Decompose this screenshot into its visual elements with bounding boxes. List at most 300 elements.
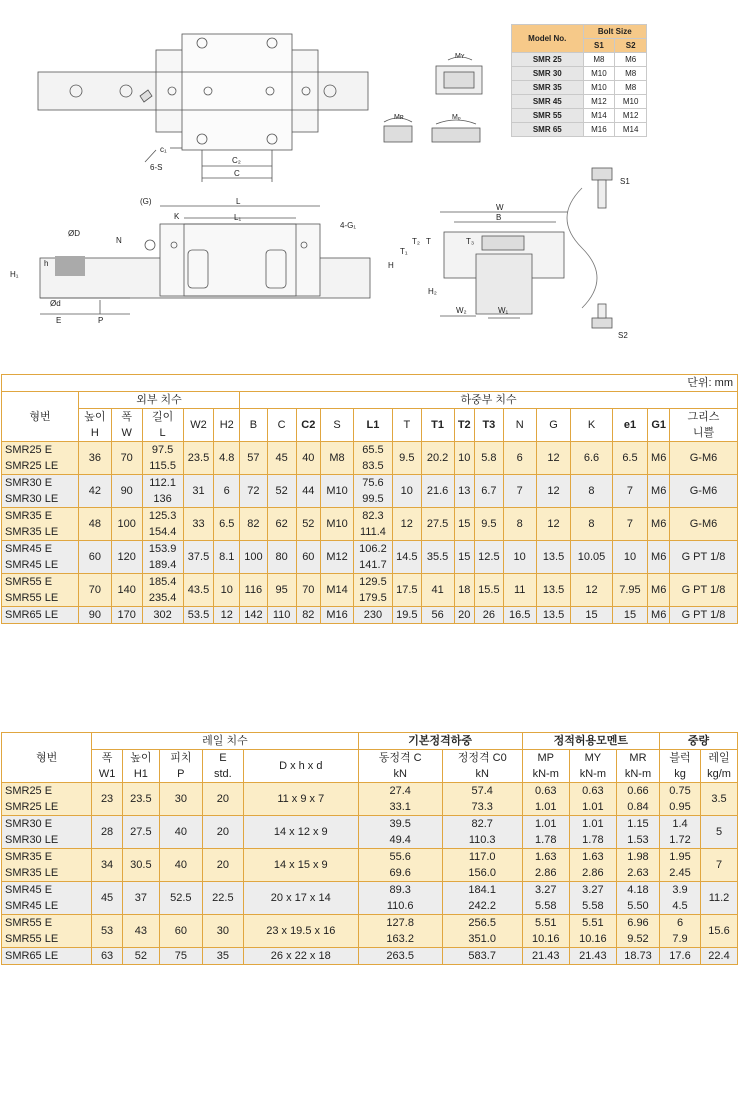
value-cell: [358, 882, 442, 915]
value-cell: 14.5: [392, 541, 421, 574]
value-cell: 3.5: [701, 783, 738, 816]
value-cell: 62: [267, 508, 296, 541]
value-cell: [522, 783, 569, 816]
value-cell: 28: [92, 816, 123, 849]
column-header: W2: [183, 409, 214, 442]
label-s1: S1: [620, 177, 630, 186]
cell-line: 레일: [708, 752, 730, 764]
cell-line: SMR55 E: [5, 576, 53, 588]
table-row: [2, 948, 738, 965]
value-cell: 7: [612, 508, 648, 541]
value-cell: 43.5: [183, 574, 214, 607]
cell-line: SMR35 E: [5, 510, 53, 522]
value-cell: 30: [202, 915, 243, 948]
value-cell: 27.5: [122, 816, 159, 849]
column-header: [78, 409, 111, 442]
value-cell: 9.5: [475, 508, 504, 541]
cell-line: 9.52: [627, 933, 649, 945]
group-load: 기본정격하중: [358, 733, 522, 750]
value-cell: [660, 816, 701, 849]
value-cell: 20: [202, 783, 243, 816]
column-header: [111, 409, 142, 442]
value-cell: 37.5: [183, 541, 214, 574]
bolt-model: SMR 30: [512, 67, 584, 81]
value-cell: 72: [240, 475, 268, 508]
cell-line: 99.5: [362, 493, 384, 505]
value-cell: G-M6: [669, 442, 737, 475]
value-cell: 10: [214, 574, 240, 607]
label-w: W: [496, 203, 504, 212]
block-dimension-table: [1, 374, 738, 624]
column-header: G1: [648, 409, 670, 442]
cell-line: 73.3: [471, 801, 493, 813]
value-cell: 34: [92, 849, 123, 882]
value-cell: M6: [648, 475, 670, 508]
value-cell: 116: [240, 574, 268, 607]
cell-line: 256.5: [468, 917, 496, 929]
value-cell: 583.7: [442, 948, 522, 965]
value-cell: 17.5: [392, 574, 421, 607]
cell-line: 0.63: [582, 785, 604, 797]
column-header-row: [2, 750, 738, 783]
cell-line: 5.51: [535, 917, 557, 929]
group-rail: 레일 치수: [92, 733, 358, 750]
cell-line: SMR30 E: [5, 477, 53, 489]
cell-line: 6: [676, 917, 684, 929]
cell-line: 10.16: [579, 933, 607, 945]
model-header: 형번: [2, 392, 79, 442]
value-cell: 18: [454, 574, 475, 607]
cell-line: H: [90, 427, 99, 439]
cell-line: SMR35 LE: [5, 867, 59, 879]
cell-line: SMR45 LE: [5, 900, 59, 912]
value-cell: 12: [536, 508, 571, 541]
value-cell: 52: [296, 508, 321, 541]
cell-line: 0.75: [669, 785, 691, 797]
value-cell: 13.5: [536, 541, 571, 574]
table-row: [2, 607, 738, 624]
label-c2: C₂: [232, 156, 241, 165]
table-row: [2, 475, 738, 508]
table-row: [2, 849, 738, 882]
value-cell: 44: [296, 475, 321, 508]
value-cell: 7: [701, 849, 738, 882]
cell-line: 1.01: [582, 818, 604, 830]
value-cell: 13: [454, 475, 475, 508]
cell-line: 5.51: [582, 917, 604, 929]
value-cell: 53: [92, 915, 123, 948]
cell-line: SMR25 LE: [5, 801, 59, 813]
value-cell: 20: [454, 607, 475, 624]
value-cell: [353, 541, 392, 574]
table-row: [2, 783, 738, 816]
model-header: 형번: [2, 733, 92, 783]
value-cell: 7: [612, 475, 648, 508]
value-cell: 53.5: [183, 607, 214, 624]
cell-line: 3.9: [672, 884, 688, 896]
column-header: H2: [214, 409, 240, 442]
cell-line: 112.1: [149, 477, 176, 489]
value-cell: 17.6: [660, 948, 701, 965]
cell-line: 5.58: [582, 900, 604, 912]
label-h1: H₁: [10, 270, 19, 279]
value-cell: 82: [296, 607, 321, 624]
value-cell: [569, 915, 616, 948]
value-cell: 12: [571, 574, 612, 607]
table-row: [2, 816, 738, 849]
value-cell: 60: [159, 915, 202, 948]
bolt-row: [512, 109, 647, 123]
cell-line: SMR35 E: [5, 851, 53, 863]
value-cell: 95: [267, 574, 296, 607]
column-header: T1: [421, 409, 454, 442]
value-cell: 8: [571, 475, 612, 508]
cell-line: MR: [629, 752, 647, 764]
column-header: T3: [475, 409, 504, 442]
label-s2: S2: [618, 331, 628, 340]
value-cell: 82: [240, 508, 268, 541]
value-cell: 80: [267, 541, 296, 574]
value-cell: 15.5: [475, 574, 504, 607]
value-cell: [616, 783, 659, 816]
cell-line: 235.4: [148, 592, 177, 604]
cell-line: 55.6: [389, 851, 411, 863]
model-cell: [2, 508, 79, 541]
cell-line: 141.7: [359, 559, 387, 571]
value-cell: M6: [648, 508, 670, 541]
group-row: [2, 733, 738, 750]
value-cell: [442, 783, 522, 816]
value-cell: [142, 541, 183, 574]
value-cell: [142, 574, 183, 607]
cell-line: 5.58: [535, 900, 557, 912]
value-cell: 16.5: [503, 607, 536, 624]
value-cell: [569, 783, 616, 816]
value-cell: 23.5: [183, 442, 214, 475]
column-header-row: [2, 409, 738, 442]
model-cell: [2, 442, 79, 475]
value-cell: [358, 783, 442, 816]
cell-line: 6.96: [627, 917, 649, 929]
cell-line: SMR25 E: [5, 785, 53, 797]
cell-line: 1.78: [582, 834, 604, 846]
cell-line: 242.2: [468, 900, 496, 912]
value-cell: 70: [78, 574, 111, 607]
column-header: [569, 750, 616, 783]
cell-line: 115.5: [149, 460, 176, 472]
cell-line: 69.6: [389, 867, 411, 879]
value-cell: 43: [122, 915, 159, 948]
value-cell: 75: [159, 948, 202, 965]
cell-line: 3.27: [535, 884, 557, 896]
cell-line: 5.50: [627, 900, 649, 912]
value-cell: 8: [571, 508, 612, 541]
value-cell: 56: [421, 607, 454, 624]
column-header: [669, 409, 737, 442]
value-cell: 302: [142, 607, 183, 624]
value-cell: 70: [296, 574, 321, 607]
bolt-s2: M8: [615, 81, 647, 95]
value-cell: 26 x 22 x 18: [243, 948, 358, 965]
table-row: [2, 541, 738, 574]
cell-line: 정정격 C0: [457, 752, 507, 764]
value-cell: M6: [648, 574, 670, 607]
cell-line: 110.3: [468, 834, 496, 846]
value-cell: [353, 508, 392, 541]
label-t2: T₂: [412, 237, 420, 246]
value-cell: [358, 915, 442, 948]
value-cell: 23: [92, 783, 123, 816]
value-cell: [142, 475, 183, 508]
bolt-header-s2: S2: [615, 39, 647, 53]
value-cell: 30: [159, 783, 202, 816]
model-cell: [2, 816, 92, 849]
cell-line: SMR45 E: [5, 884, 53, 896]
value-cell: 20: [202, 816, 243, 849]
value-cell: 10: [392, 475, 421, 508]
cell-line: 3.27: [582, 884, 604, 896]
value-cell: 30.5: [122, 849, 159, 882]
model-cell: [2, 915, 92, 948]
label-mr: Mʀ: [394, 114, 404, 121]
value-cell: 22.4: [701, 948, 738, 965]
value-cell: [660, 849, 701, 882]
value-cell: 48: [78, 508, 111, 541]
cell-line: 49.4: [389, 834, 411, 846]
column-header: [202, 750, 243, 783]
value-cell: [442, 915, 522, 948]
cell-line: 83.5: [362, 460, 384, 472]
value-cell: 45: [92, 882, 123, 915]
value-cell: M10: [321, 475, 354, 508]
group-outer: 외부 치수: [78, 392, 239, 409]
bolt-s2: M12: [615, 109, 647, 123]
value-cell: [522, 816, 569, 849]
bolt-size-table: [511, 24, 647, 137]
bolt-header-s1: S1: [583, 39, 615, 53]
value-cell: 90: [78, 607, 111, 624]
value-cell: 42: [78, 475, 111, 508]
bolt-model: SMR 25: [512, 53, 584, 67]
label-6s: 6-S: [150, 163, 163, 172]
cell-line: 1.15: [627, 818, 649, 830]
cell-line: 0.63: [535, 785, 557, 797]
column-header: [701, 750, 738, 783]
cell-line: MP: [537, 752, 554, 764]
group-weight: 중량: [660, 733, 738, 750]
cell-line: kN-m: [579, 768, 607, 780]
cell-line: 185.4: [148, 576, 177, 588]
value-cell: [522, 882, 569, 915]
label-t3: T₃: [466, 237, 475, 246]
column-header: C2: [296, 409, 321, 442]
cell-line: 125.3: [148, 510, 177, 522]
cell-line: SMR45 E: [5, 543, 53, 555]
value-cell: [142, 508, 183, 541]
cell-line: 184.1: [468, 884, 496, 896]
value-cell: 263.5: [358, 948, 442, 965]
cell-line: 117.0: [468, 851, 496, 863]
table-row: [2, 442, 738, 475]
value-cell: 52.5: [159, 882, 202, 915]
table-row: [2, 508, 738, 541]
value-cell: 12: [536, 475, 571, 508]
value-cell: 13.5: [536, 574, 571, 607]
model-cell: SMR65 LE: [2, 607, 79, 624]
cell-line: 길이: [151, 411, 174, 423]
cell-line: 1.72: [669, 834, 691, 846]
cell-line: 189.4: [148, 559, 177, 571]
value-cell: 52: [267, 475, 296, 508]
group-row: [2, 392, 738, 409]
cell-line: 니쁠: [692, 427, 715, 439]
label-mp: Mₚ: [452, 114, 461, 121]
cell-line: 1.95: [669, 851, 691, 863]
value-cell: [353, 442, 392, 475]
cell-line: 2.63: [627, 867, 649, 879]
cell-line: SMR45 LE: [5, 559, 59, 571]
value-cell: M16: [321, 607, 354, 624]
column-header: D x h x d: [243, 750, 358, 783]
value-cell: 60: [296, 541, 321, 574]
value-cell: 22.5: [202, 882, 243, 915]
cell-line: SMR25 E: [5, 444, 53, 456]
label-l1: L₁: [234, 213, 242, 222]
cell-line: SMR30 E: [5, 818, 53, 830]
value-cell: G PT 1/8: [669, 574, 737, 607]
cell-line: 0.66: [627, 785, 649, 797]
label-my: Mʏ: [455, 53, 465, 60]
cell-line: H1: [133, 768, 148, 780]
value-cell: 52: [122, 948, 159, 965]
value-cell: 100: [111, 508, 142, 541]
value-cell: 8: [503, 508, 536, 541]
label-e: E: [56, 316, 62, 325]
cell-line: SMR30 LE: [5, 834, 59, 846]
cell-line: 106.2: [359, 543, 387, 555]
value-cell: 15: [571, 607, 612, 624]
cell-line: 57.4: [471, 785, 493, 797]
cell-line: kN: [393, 768, 407, 780]
value-cell: [616, 849, 659, 882]
label-n: N: [116, 236, 122, 245]
cell-line: 82.7: [471, 818, 493, 830]
cell-line: 피치: [170, 752, 192, 764]
value-cell: 100: [240, 541, 268, 574]
value-cell: [353, 574, 392, 607]
value-cell: 90: [111, 475, 142, 508]
value-cell: 11 x 9 x 7: [243, 783, 358, 816]
bolt-header-model: Model No.: [512, 25, 584, 53]
model-cell: [2, 541, 79, 574]
bolt-row: [512, 123, 647, 137]
value-cell: 13.5: [536, 607, 571, 624]
value-cell: 27.5: [421, 508, 454, 541]
cell-line: 1.01: [535, 801, 557, 813]
model-cell: [2, 574, 79, 607]
cell-line: SMR55 LE: [5, 592, 59, 604]
value-cell: M6: [648, 442, 670, 475]
cell-line: kN-m: [532, 768, 559, 780]
bolt-row: [512, 53, 647, 67]
cell-line: 82.3: [362, 510, 384, 522]
value-cell: [569, 816, 616, 849]
value-cell: M12: [321, 541, 354, 574]
bolt-row: [512, 95, 647, 109]
column-header: G: [536, 409, 571, 442]
bolt-s1: M16: [583, 123, 615, 137]
column-header: B: [240, 409, 268, 442]
value-cell: 40: [159, 849, 202, 882]
cell-line: W1: [98, 768, 116, 780]
column-header: [616, 750, 659, 783]
cell-line: 97.5: [151, 444, 174, 456]
value-cell: 23 x 19.5 x 16: [243, 915, 358, 948]
value-cell: 57: [240, 442, 268, 475]
label-od: ØD: [68, 229, 80, 238]
value-cell: 10.05: [571, 541, 612, 574]
column-header: [522, 750, 569, 783]
bolt-s2: M10: [615, 95, 647, 109]
cell-line: SMR55 LE: [5, 933, 59, 945]
cell-line: kg/m: [707, 768, 731, 780]
value-cell: 20.2: [421, 442, 454, 475]
unit-row: [2, 375, 738, 392]
cell-line: 2.45: [669, 867, 691, 879]
bolt-row: [512, 81, 647, 95]
value-cell: 6: [503, 442, 536, 475]
value-cell: 142: [240, 607, 268, 624]
cell-line: 1.63: [535, 851, 557, 863]
table-row: [2, 574, 738, 607]
label-l: L: [236, 197, 241, 206]
column-header: [358, 750, 442, 783]
cell-line: 0.95: [669, 801, 691, 813]
value-cell: M14: [321, 574, 354, 607]
value-cell: 21.43: [522, 948, 569, 965]
value-cell: 60: [78, 541, 111, 574]
label-w2: W₂: [456, 306, 467, 315]
value-cell: 40: [296, 442, 321, 475]
column-header: [122, 750, 159, 783]
column-header: K: [571, 409, 612, 442]
cell-line: 폭: [121, 411, 132, 423]
value-cell: 5: [701, 816, 738, 849]
bolt-row: [512, 67, 647, 81]
value-cell: 45: [267, 442, 296, 475]
cell-line: 111.4: [359, 526, 386, 538]
cell-line: kN-m: [624, 768, 652, 780]
column-header: [92, 750, 123, 783]
value-cell: [522, 849, 569, 882]
value-cell: 15.6: [701, 915, 738, 948]
value-cell: 20: [202, 849, 243, 882]
value-cell: 12: [392, 508, 421, 541]
label-b: B: [496, 213, 502, 222]
cell-line: 156.0: [468, 867, 496, 879]
cell-line: 그리스: [687, 411, 720, 423]
value-cell: 21.6: [421, 475, 454, 508]
value-cell: [358, 849, 442, 882]
value-cell: 15: [454, 508, 475, 541]
bolt-s1: M14: [583, 109, 615, 123]
label-h-end: H: [388, 261, 394, 270]
table-row: [2, 882, 738, 915]
cell-line: 1.63: [582, 851, 604, 863]
cell-line: 4.18: [627, 884, 649, 896]
bolt-s2: M14: [615, 123, 647, 137]
value-cell: 35.5: [421, 541, 454, 574]
